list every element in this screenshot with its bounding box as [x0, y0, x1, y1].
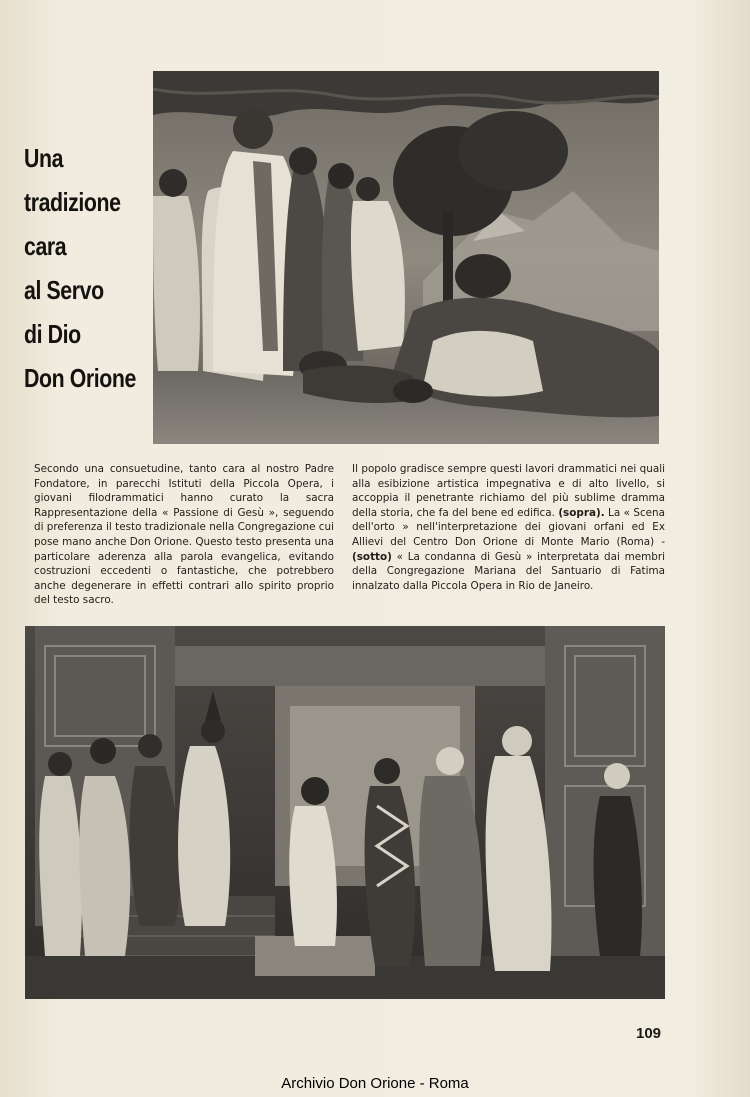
title-line: di Dio — [24, 319, 81, 349]
title-line: Don Orione — [24, 363, 136, 393]
title-line: Una — [24, 143, 64, 173]
page-number: 109 — [636, 1025, 662, 1042]
photo-scena-orto — [153, 71, 659, 444]
body-text-bold: (sotto) — [352, 550, 392, 563]
title-line: tradizione — [24, 187, 121, 217]
archive-label: Archivio Don Orione - Roma — [281, 1075, 469, 1092]
body-text: « La condanna di Gesù » interpretata dai membri della Congregazione Mariana del Santuario di Fatima innalzato dalla Piccola Opera in Rio de Janeiro. — [352, 550, 665, 592]
body-text: Il popolo gradisce sempre questi lavori drammatici nei quali alla esibizione artistica impegnativa e di alto livello, si accoppia il penetrante richiamo del più sublime dramma della storia, che fa del bene ed edifica. — [352, 463, 665, 519]
body-text-bold: (sopra). — [558, 506, 605, 519]
body-column-left: Secondo una consuetudine, tanto cara al nostro Padre Fondatore, in parecchi Istituti della Piccola Opera, i giovani filodrammatici hanno curato la sacra Rappresentazione della « Passione di Gesù », seguendo di preferenza il testo tradizionale nella Congregazione cui pose mano anche Don Orione. Questo testo presenta una particolare aderenza alla parola evangelica, evitando costruzioni eccedenti o fantastiche, che potrebbero anche degenerare in effetti contrari allo spirito proprio del testo sacro. — [34, 463, 334, 607]
body-column-right — [352, 462, 665, 593]
body-text: La « Scena dell'orto » nell'interpretazione dei giovani orfani ed Ex Allievi del Centro Don Orione di Monte Mario (Roma) - — [352, 506, 666, 548]
title-line: al Servo — [24, 275, 104, 305]
title-line: cara — [24, 231, 67, 261]
article-title — [24, 136, 136, 400]
photo-condanna-gesu — [25, 626, 665, 999]
